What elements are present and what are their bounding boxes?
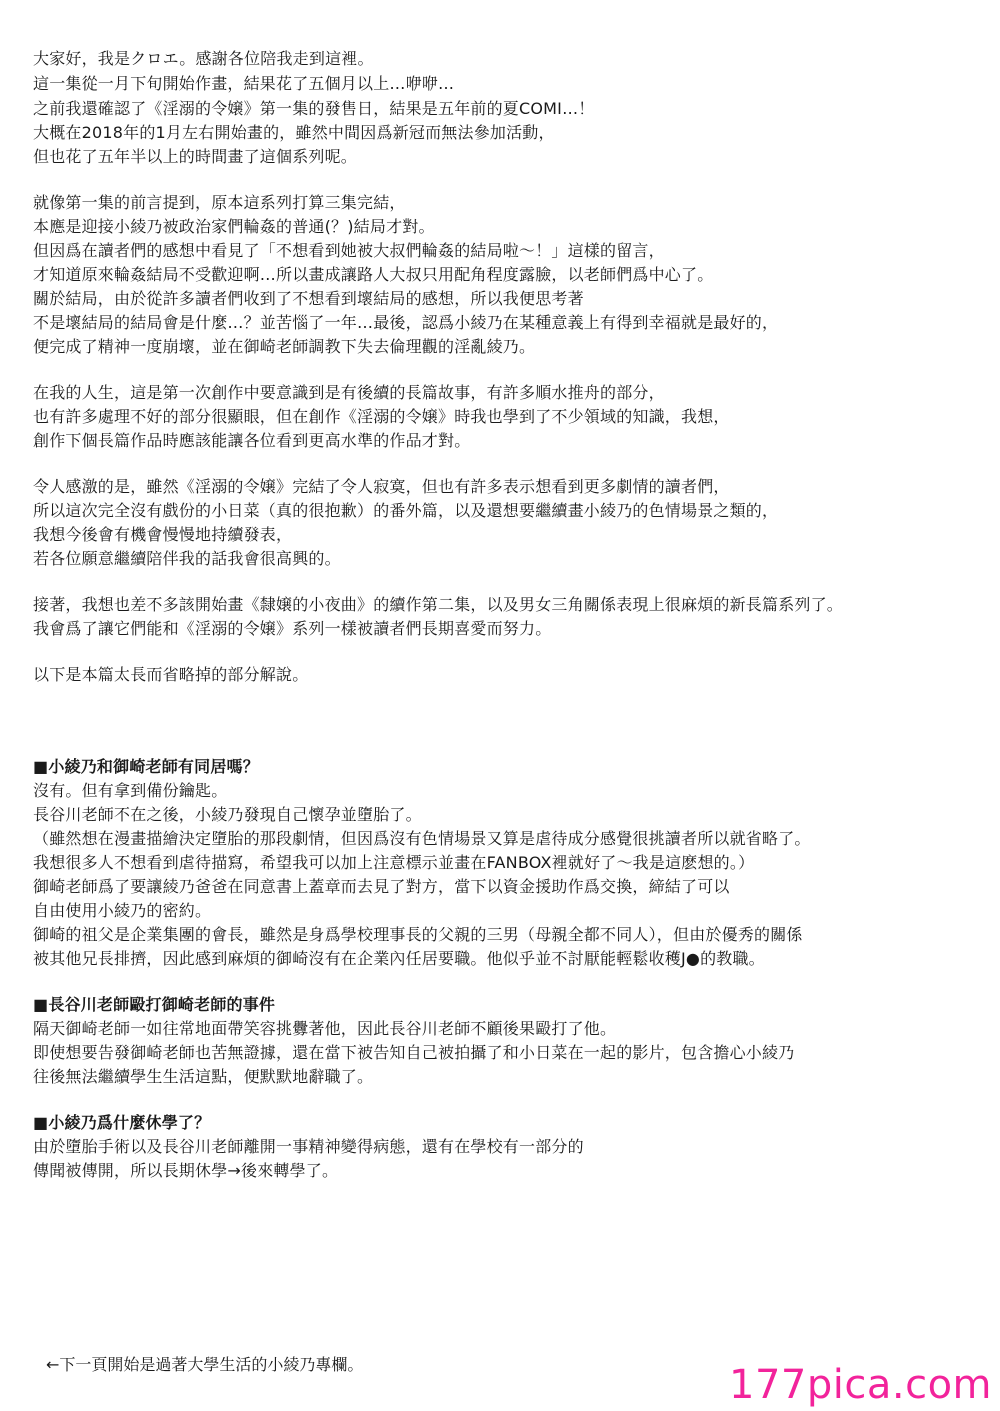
qa-line: 由於墮胎手術以及長谷川老師離開一事精神變得病態，還有在學校有一部分的 <box>33 1137 584 1156</box>
body-line: 關於結局，由於從許多讀者們收到了不想看到壞結局的感想，所以我便思考著 <box>33 289 584 308</box>
body-line: 我會爲了讓它們能和《淫溺的令嬢》系列一樣被讀者們長期喜愛而努力。 <box>33 619 552 638</box>
body-line: 本應是迎接小綾乃被政治家們輪姦的普通(？)結局才對。 <box>33 217 435 236</box>
qa-line: 傳聞被傳開，所以長期休學→後來轉學了。 <box>33 1161 339 1180</box>
body-line: 令人感激的是，雖然《淫溺的令嬢》完結了令人寂寞，但也有許多表示想看到更多劇情的讀者們， <box>33 477 730 496</box>
intro-line: 這一集從一月下旬開始作畫，結果花了五個月以上…咿咿… <box>33 74 455 93</box>
qa-line: 隔天御崎老師一如往常地面帶笑容挑釁著他，因此長谷川老師不顧後果毆打了他。 <box>33 1019 617 1038</box>
body-line: 就像第一集的前言提到，原本這系列打算三集完結， <box>33 193 406 212</box>
qa-line: 被其他兄長排擠，因此感到麻煩的御崎沒有在企業內任居要職。他似乎並不討厭能輕鬆收穫J●的教職。 <box>33 949 765 968</box>
section-heading: ■長谷川老師毆打御崎老師的事件 <box>33 995 276 1014</box>
body-line: 不是壞結局的結局會是什麼…？並苦惱了一年…最後，認爲小綾乃在某種意義上有得到幸福就是最好的， <box>33 313 779 332</box>
body-line: 但因爲在讀者們的感想中看見了「不想看到她被大叔們輪姦的結局啦～！」這樣的留言， <box>33 241 665 260</box>
qa-line: 御崎老師爲了要讓綾乃爸爸在同意書上蓋章而去見了對方，當下以資金援助作爲交換，締結了可以 <box>33 877 730 896</box>
qa-line: 即使想要告發御崎老師也苦無證據，還在當下被告知自己被拍攝了和小日菜在一起的影片，包含擔心小綾乃 <box>33 1043 795 1062</box>
body-line: 在我的人生，這是第一次創作中要意識到是有後續的長篇故事，有許多順水推舟的部分， <box>33 383 665 402</box>
section-heading: ■小綾乃爲什麼休學了？ <box>33 1113 211 1132</box>
body-line: 我想今後會有機會慢慢地持續發表， <box>33 525 293 544</box>
qa-line: 沒有。但有拿到備份鑰匙。 <box>33 781 228 800</box>
intro-line: 大家好，我是クロエ。感謝各位陪我走到這裡。 <box>33 49 374 68</box>
intro-line: 大概在2018年的1月左右開始畫的，雖然中間因爲新冠而無法參加活動， <box>33 123 555 142</box>
site-watermark: 177pica.com <box>729 1362 992 1408</box>
body-line: 便完成了精神一度崩壞，並在御崎老師調教下失去倫理觀的淫亂綾乃。 <box>33 337 536 356</box>
intro-line: 但也花了五年半以上的時間畫了這個系列呢。 <box>33 147 358 166</box>
qa-line: 往後無法繼續學生生活這點，便默默地辭職了。 <box>33 1067 374 1086</box>
section-heading: ■小綾乃和御崎老師有同居嗎？ <box>33 757 259 776</box>
intro-line: 之前我還確認了《淫溺的令嬢》第一集的發售日，結果是五年前的夏COMI…！ <box>33 99 595 118</box>
next-page-note: ←下一頁開始是過著大學生活的小綾乃專欄。 <box>46 1355 364 1374</box>
body-line: 接著，我想也差不多該開始畫《隸嬢的小夜曲》的續作第二集，以及男女三角關係表現上很麻煩的新長篇系列了。 <box>33 595 844 614</box>
body-line: 也有許多處理不好的部分很顯眼，但在創作《淫溺的令嬢》時我也學到了不少領域的知識，我想， <box>33 407 730 426</box>
qa-line: （雖然想在漫畫描繪決定墮胎的那段劇情，但因爲沒有色情場景又算是虐待成分感覺很挑讀者所以就省略了。 <box>33 829 811 848</box>
qa-line: 我想很多人不想看到虐待描寫，希望我可以加上注意標示並畫在FANBOX裡就好了～我是這麽想的。） <box>33 853 755 872</box>
body-line: 所以這次完全沒有戲份的小日菜（真的很抱歉）的番外篇，以及還想要繼續畫小綾乃的色情場景之類的， <box>33 501 779 520</box>
body-line: 創作下個長篇作品時應該能讓各位看到更高水準的作品才對。 <box>33 431 471 450</box>
qa-line: 長谷川老師不在之後，小綾乃發現自己懷孕並墮胎了。 <box>33 805 422 824</box>
body-line: 以下是本篇太長而省略掉的部分解說。 <box>33 665 309 684</box>
qa-line: 御崎的祖父是企業集團的會長，雖然是身爲學校理事長的父親的三男（母親全都不同人），但由於優秀的關係 <box>33 925 803 944</box>
body-line: 才知道原來輪姦結局不受歡迎啊…所以畫成讓路人大叔只用配角程度露臉，以老師們爲中心了。 <box>33 265 714 284</box>
body-line: 若各位願意繼續陪伴我的話我會很高興的。 <box>33 549 341 568</box>
qa-line: 自由使用小綾乃的密約。 <box>33 901 212 920</box>
